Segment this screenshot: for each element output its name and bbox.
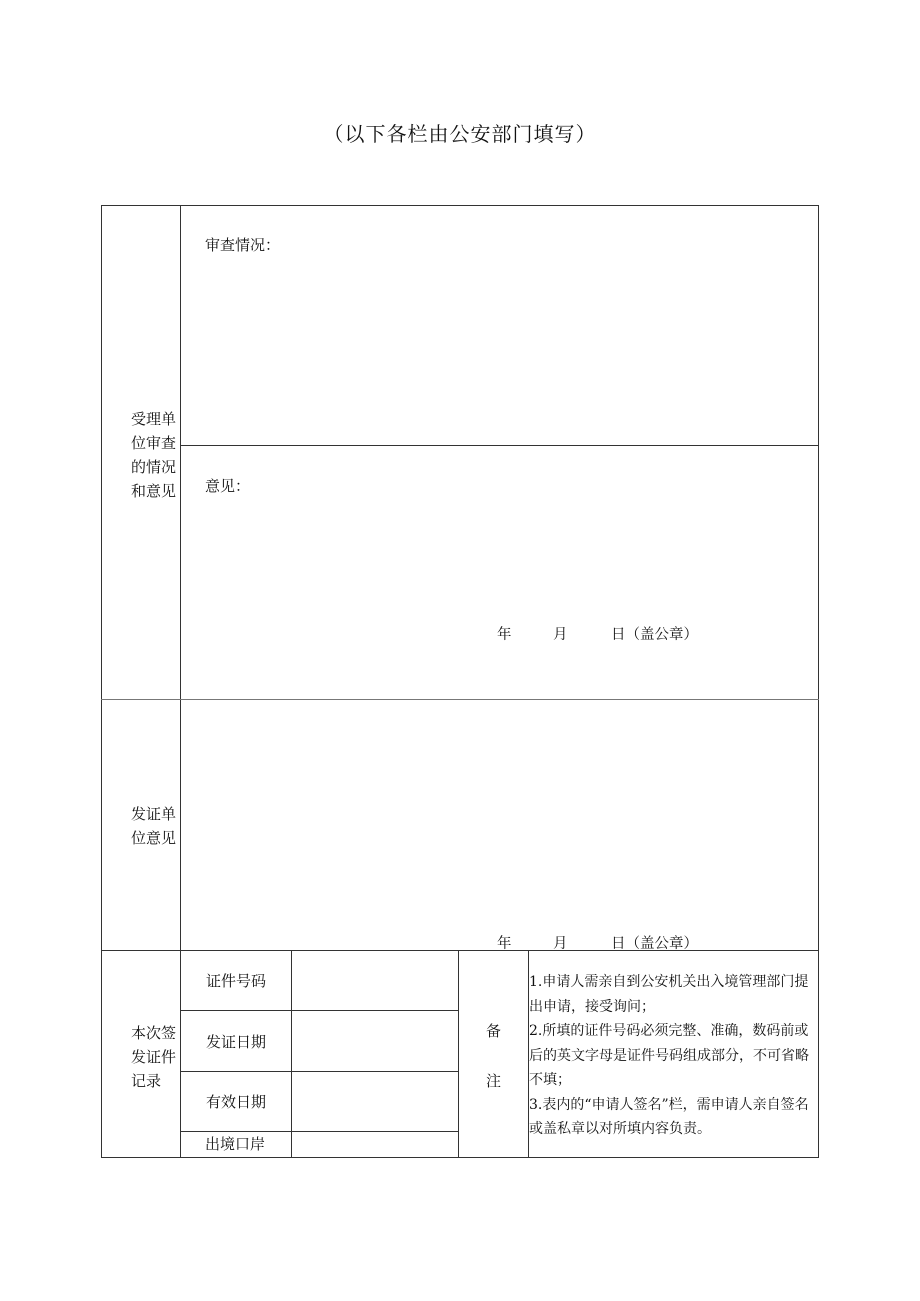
- remarks-notes: [529, 970, 819, 1142]
- expiry-date-label: 有效日期: [205, 1093, 266, 1111]
- review-opinion-divider: [180, 445, 819, 446]
- review-date-day-seal: 日（盖公章）: [611, 627, 698, 643]
- review-section-label: [131, 407, 183, 503]
- record-row-divider-3: [180, 1131, 458, 1132]
- issuing-date-month: 月: [553, 936, 568, 952]
- review-issuing-divider: [101, 699, 819, 700]
- issue-date-label: 发证日期: [205, 1033, 266, 1051]
- issuing-date-year: 年: [497, 936, 512, 952]
- opinion-field[interactable]: [182, 502, 817, 617]
- record-label-line-1: 本次签: [131, 1024, 177, 1042]
- review-date-month: 月: [553, 627, 568, 643]
- label-column-divider: [180, 205, 181, 1158]
- exit-port-label: 出境口岸: [204, 1135, 265, 1153]
- review-date-line: [497, 623, 747, 643]
- issuing-opinion-field[interactable]: [182, 702, 817, 927]
- page-title: （以下各栏由公安部门填写）: [323, 122, 597, 146]
- issuing-date-day-seal: 日（盖公章）: [611, 936, 698, 952]
- document-number-label: 证件号码: [205, 972, 266, 990]
- review-status-label: 审查情况：: [205, 236, 281, 254]
- record-row-divider-1: [180, 1010, 458, 1011]
- document-number-value[interactable]: [293, 952, 457, 1009]
- issuing-label-line-2: 位意见: [131, 829, 177, 847]
- record-label-line-2: 发证件: [131, 1048, 177, 1066]
- note-item: 1.申请人需亲自到公安机关出入境管理部门提出申请，接受询问；: [529, 974, 809, 1015]
- note-item: 2.所填的证件号码必须完整、准确，数码前或后的英文字母是证件号码组成部分，不可省略不填；: [529, 1023, 809, 1088]
- record-row-divider-2: [180, 1071, 458, 1072]
- field-label-divider: [291, 950, 292, 1158]
- review-status-field[interactable]: [182, 262, 817, 442]
- review-label-line-4: 和意见: [131, 482, 177, 500]
- remarks-label-top: 备: [485, 1022, 501, 1040]
- issuing-date-line: [497, 932, 747, 952]
- review-date-year: 年: [497, 627, 512, 643]
- issuing-section-label: [131, 802, 183, 850]
- review-label-line-3: 的情况: [131, 458, 177, 476]
- expiry-date-value[interactable]: [293, 1073, 457, 1130]
- record-label-line-3: 记录: [131, 1072, 162, 1090]
- note-item: 3.表内的“申请人签名”栏，需申请人亲自签名或盖私章以对所填内容负责。: [529, 1096, 809, 1137]
- review-label-line-2: 位审查: [131, 434, 177, 452]
- issue-date-value[interactable]: [293, 1012, 457, 1070]
- issuing-label-line-1: 发证单: [131, 805, 177, 823]
- review-label-line-1: 受理单: [131, 410, 177, 428]
- exit-port-value[interactable]: [293, 1133, 457, 1157]
- remarks-label-bottom: 注: [485, 1072, 501, 1090]
- opinion-label: 意见：: [205, 477, 251, 495]
- field-value-divider: [458, 950, 459, 1158]
- record-section-label: [131, 1021, 183, 1093]
